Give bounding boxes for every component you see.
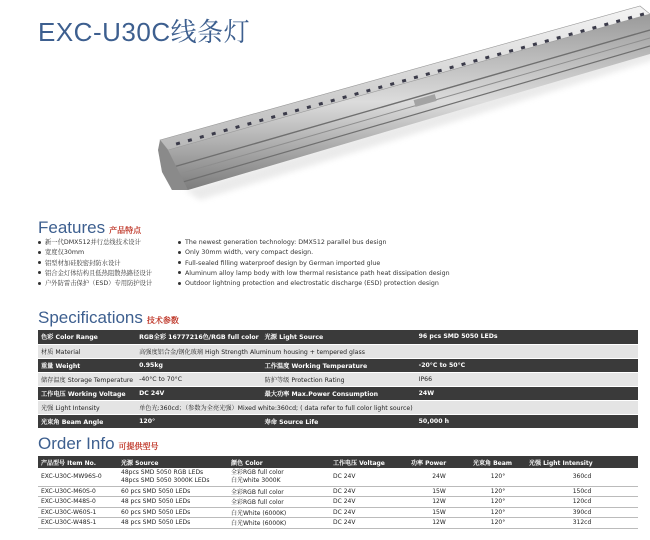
spec-value: -20°C to 50°C: [416, 358, 638, 372]
spec-label: 储存温度 Storage Temperature: [38, 372, 136, 386]
spec-label: 工作电压 Working Voltage: [38, 386, 136, 400]
bullet-icon: [38, 241, 41, 244]
spec-row: [38, 372, 638, 386]
beam-cell: 120°: [470, 507, 526, 518]
col-header-power: 功率 Power: [408, 456, 470, 468]
power-cell: 12W: [408, 497, 470, 508]
beam-cell: 120°: [470, 468, 526, 486]
feature-text: 新一代DMX512并行总线技术设计: [45, 239, 141, 246]
order-row: [38, 497, 638, 508]
power-cell: 15W: [408, 486, 470, 497]
feature-item-en: [178, 269, 638, 279]
feature-item-cn: [38, 248, 183, 258]
spec-row: [38, 330, 638, 344]
source-cell: 60 pcs SMD 5050 LEDs: [118, 486, 228, 497]
bullet-icon: [178, 261, 181, 264]
power-cell: 12W: [408, 518, 470, 529]
source-cell: [118, 468, 228, 486]
order-row: [38, 507, 638, 518]
spec-label: 工作温度 Working Temperature: [262, 358, 416, 372]
spec-value: RGB全彩 16777216色/RGB full color: [136, 330, 262, 344]
spec-value: 120°: [136, 414, 262, 428]
order-table: [38, 456, 638, 529]
spec-row: [38, 400, 638, 414]
feature-item-cn: [38, 238, 183, 248]
col-header-source: 光源 Source: [118, 456, 228, 468]
bullet-icon: [178, 251, 181, 254]
features-left-column: [38, 238, 183, 289]
source-line: 48pcs SMD 5050 RGB LEDs: [121, 469, 204, 477]
features-right-column: [178, 238, 638, 289]
feature-item-en: [178, 248, 638, 258]
color-cell: [228, 468, 330, 486]
spec-value: 单色光:360cd；（参数为全亮光强）Mixed white:360cd; ( data refer to full color light source): [136, 400, 638, 414]
spec-value: 50,000 h: [416, 414, 638, 428]
feature-item-cn: [38, 259, 183, 269]
order-row: [38, 518, 638, 529]
col-header-intensity: 光强 Light Intensity: [526, 456, 638, 468]
item-no: EXC-U30C-M60S-0: [38, 486, 118, 497]
item-no: EXC-U30C-M48S-0: [38, 497, 118, 508]
feature-text: 户外防雷击保护（ESD）专用防护设计: [45, 280, 153, 288]
spec-row: [38, 358, 638, 372]
intensity-cell: 120cd: [526, 497, 638, 508]
bullet-icon: [178, 271, 181, 274]
order-heading-text: Order Info: [38, 434, 115, 453]
feature-item-en: [178, 259, 638, 269]
bullet-icon: [38, 261, 41, 264]
bullet-icon: [178, 241, 181, 244]
item-no: EXC-U30C-W48S-1: [38, 518, 118, 529]
specs-heading: [38, 308, 179, 328]
col-header-voltage: 工作电压 Voltage: [330, 456, 408, 468]
features-heading: [38, 218, 141, 238]
source-line: 48pcs SMD 5050 3000K LEDs: [121, 476, 210, 484]
feature-text: Full-sealed filling waterproof design by German imported glue: [185, 259, 381, 267]
order-row: [38, 468, 638, 486]
order-heading-sub: 可提供型号: [118, 442, 159, 451]
feature-text: 宽度仅30mm: [45, 249, 85, 257]
col-header-color: 颜色 Color: [228, 456, 330, 468]
color-cell: 全彩RGB full color: [228, 486, 330, 497]
feature-item-en: [178, 238, 638, 248]
beam-cell: 120°: [470, 497, 526, 508]
voltage-cell: DC 24V: [330, 497, 408, 508]
features-heading-text: Features: [38, 218, 106, 237]
beam-cell: 120°: [470, 518, 526, 529]
feature-text: Outdoor lightning protection and electrostatic discharge (ESD) protection design: [185, 280, 439, 288]
spec-label: 光强 Light Intensity: [38, 400, 136, 414]
bullet-icon: [38, 271, 41, 274]
order-row: [38, 486, 638, 497]
feature-text: 铝型材加硅胶密封防水设计: [45, 259, 121, 267]
spec-row: [38, 414, 638, 428]
feature-item-en: [178, 279, 638, 289]
order-header-row: [38, 456, 638, 468]
color-cell: 全彩RGB full color: [228, 497, 330, 508]
voltage-cell: DC 24V: [330, 518, 408, 529]
spec-label: 防护等级 Protection Rating: [262, 372, 416, 386]
specs-heading-text: Specifications: [38, 308, 143, 327]
bullet-icon: [178, 282, 181, 285]
color-cell: 白光White (6000K): [228, 507, 330, 518]
spec-label: 材质 Material: [38, 344, 136, 358]
voltage-cell: DC 24V: [330, 468, 408, 486]
item-no: EXC-U30C-W60S-1: [38, 507, 118, 518]
source-cell: 48 pcs SMD 5050 LEDs: [118, 497, 228, 508]
spec-row: [38, 386, 638, 400]
spec-value: DC 24V: [136, 386, 262, 400]
power-cell: 15W: [408, 507, 470, 518]
item-no: EXC-U30C-MW96S-0: [38, 468, 118, 486]
specs-heading-sub: 技术参数: [146, 316, 179, 325]
feature-text: Aluminum alloy lamp body with low thermal resistance path heat dissipation design: [185, 269, 450, 277]
specs-table: [38, 330, 638, 429]
beam-cell: 120°: [470, 486, 526, 497]
voltage-cell: DC 24V: [330, 486, 408, 497]
color-cell: 白光White (6000K): [228, 518, 330, 529]
intensity-cell: 360cd: [526, 468, 638, 486]
spec-value: 高强度铝合金/钢化玻璃 High Strength Aluminum housing + tempered glass: [136, 344, 638, 358]
spec-label: 光源 Light Source: [262, 330, 416, 344]
spec-value: 96 pcs SMD 5050 LEDs: [416, 330, 638, 344]
spec-value: 0.95kg: [136, 358, 262, 372]
color-line: 全彩RGB full color: [231, 469, 284, 477]
intensity-cell: 312cd: [526, 518, 638, 529]
page-title: EXC-U30C线条灯: [38, 17, 251, 47]
spec-value: -40°C to 70°C: [136, 372, 262, 386]
intensity-cell: 390cd: [526, 507, 638, 518]
source-cell: 48 pcs SMD 5050 LEDs: [118, 518, 228, 529]
spec-value: 24W: [416, 386, 638, 400]
spec-label: 光束角 Beam Angle: [38, 414, 136, 428]
col-header-beam: 光束角 Beam: [470, 456, 526, 468]
power-cell: 24W: [408, 468, 470, 486]
feature-text: Only 30mm width, very compact design.: [185, 249, 314, 257]
feature-text: The newest generation technology: DMX512 parallel bus design: [185, 239, 387, 246]
feature-item-cn: [38, 279, 183, 289]
features-heading-sub: 产品特点: [109, 226, 142, 235]
spec-value: IP66: [416, 372, 638, 386]
intensity-cell: 150cd: [526, 486, 638, 497]
col-header-item: 产品型号 Item No.: [38, 456, 118, 468]
feature-item-cn: [38, 269, 183, 279]
spec-row: [38, 344, 638, 358]
spec-label: 重量 Weight: [38, 358, 136, 372]
color-line: 白光white 3000K: [231, 476, 281, 484]
voltage-cell: DC 24V: [330, 507, 408, 518]
feature-text: 铝合金灯体结构且低热阻散热路径设计: [45, 269, 153, 277]
spec-label: 色彩 Color Range: [38, 330, 136, 344]
source-cell: 60 pcs SMD 5050 LEDs: [118, 507, 228, 518]
spec-label: 最大功率 Max.Power Consumption: [262, 386, 416, 400]
order-heading: [38, 434, 159, 454]
spec-label: 寿命 Source Life: [262, 414, 416, 428]
bullet-icon: [38, 251, 41, 254]
bullet-icon: [38, 282, 41, 285]
